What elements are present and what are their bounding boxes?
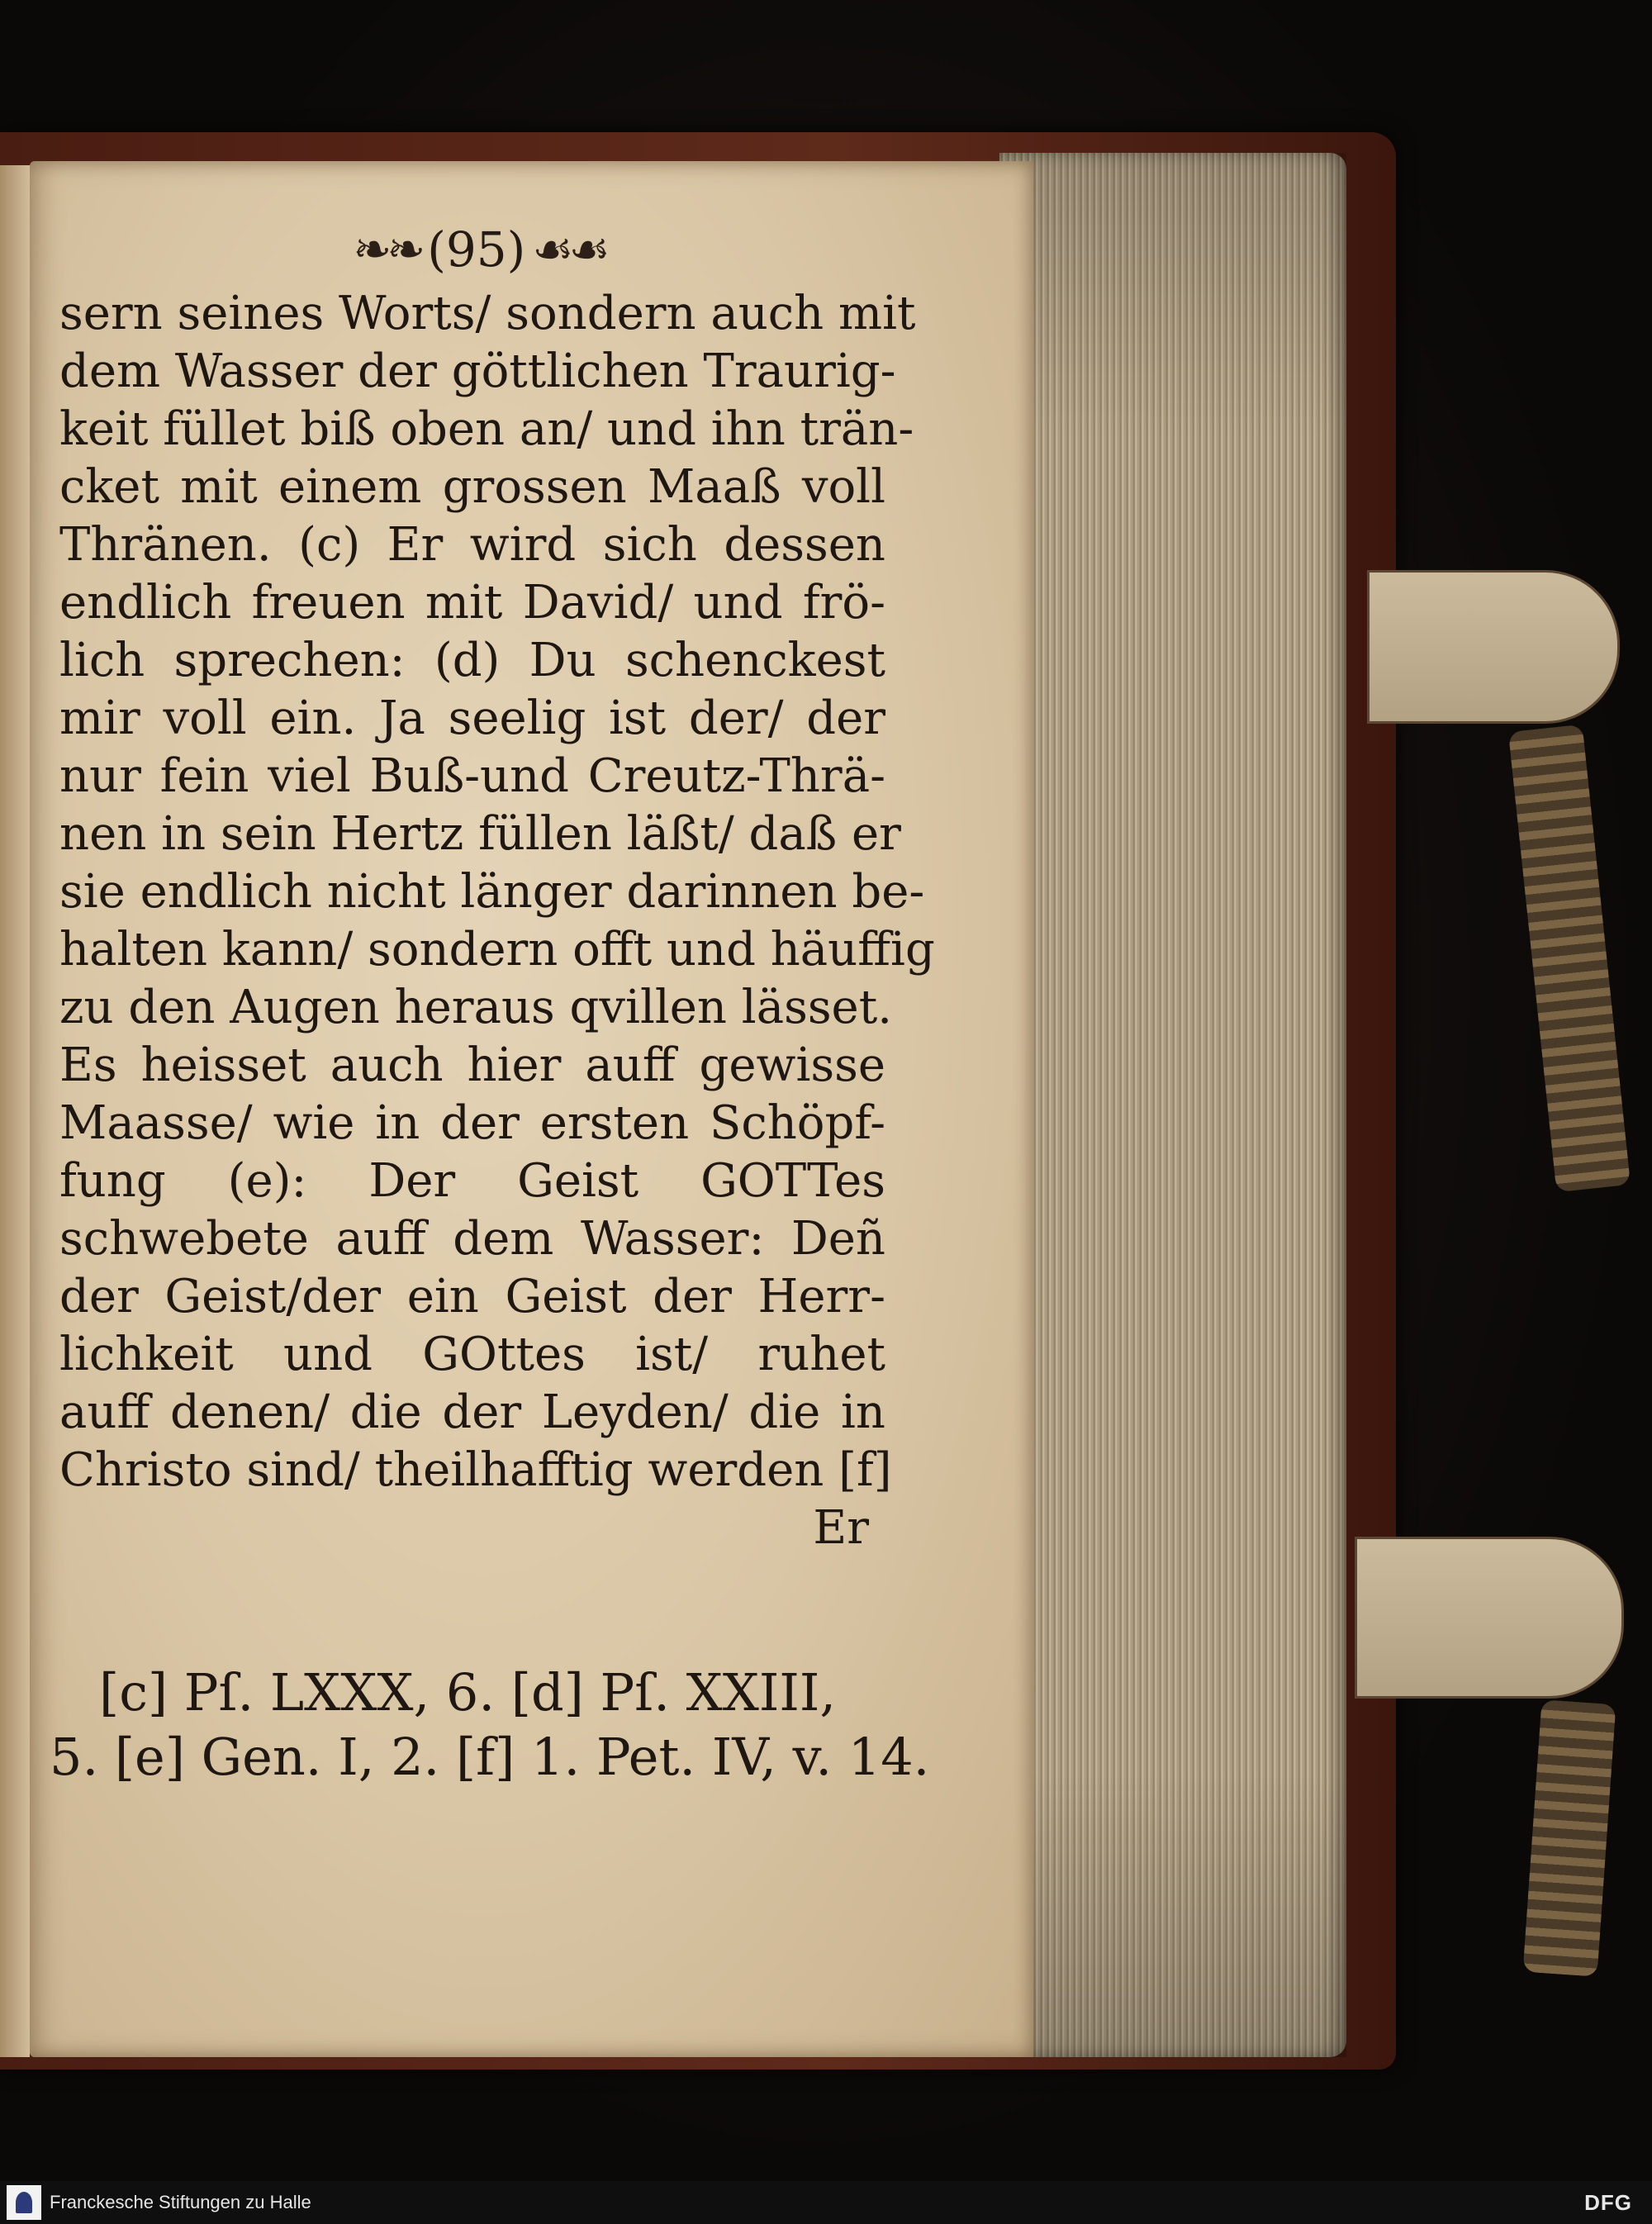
text-line: Thränen. (c) Er wird sich dessen	[59, 518, 885, 572]
previous-page-edge	[0, 165, 30, 2057]
footnotes	[50, 1661, 930, 1789]
text-line: schwebete auff dem Wasser: Deñ	[59, 1212, 885, 1266]
page-edges	[999, 153, 1346, 2057]
institution-name: Franckesche Stiftungen zu Halle	[50, 2192, 311, 2212]
text-line: endlich freuen mit David/ und frö-	[59, 576, 885, 630]
ornament-right-icon: ☙☙	[532, 222, 605, 277]
ornament-left-icon: ❧❧	[353, 222, 421, 277]
text-line: der Geist/der ein Geist der Herr-	[59, 1270, 885, 1323]
text-line: Maasse/ wie in der ersten Schöpf-	[59, 1096, 885, 1150]
catchword: Er	[813, 1501, 869, 1555]
text-line: cket mit einem grossen Maaß voll	[59, 460, 885, 514]
text-line: nen in sein Hertz füllen läßt/ daß er	[59, 807, 901, 861]
page-header	[330, 216, 628, 283]
text-line: mir voll ein. Ja seelig ist der/ der	[59, 691, 885, 745]
footnote-line: 5. [e] Gen. I, 2. [f] 1. Pet. IV, v. 14.	[50, 1727, 930, 1787]
text-line: zu den Augen heraus qvillen lässet.	[59, 981, 892, 1034]
text-line: fung (e): Der Geist GOTTes	[59, 1154, 885, 1208]
text-line: sie endlich nicht länger darinnen be-	[59, 865, 925, 919]
viewer-footer	[0, 2181, 1652, 2224]
text-line: Christo sind/ theilhafftig werden [f]	[59, 1443, 892, 1497]
text-line: nur fein viel Buß-und Creutz-Thrä-	[59, 749, 885, 803]
body-text	[59, 285, 935, 1557]
footnote-line: [c] Pſ. LXXX, 6. [d] Pſ. XXIII,	[99, 1662, 837, 1723]
lower-strap	[1355, 1537, 1624, 1699]
institution-logo-icon[interactable]	[7, 2185, 41, 2220]
text-line: dem Wasser der göttlichen Traurig-	[59, 345, 896, 398]
upper-strap	[1367, 570, 1620, 724]
text-line: sern seines Worts/ sondern auch mit	[59, 287, 916, 340]
page-number: (95)	[427, 221, 526, 278]
dfg-logo[interactable]: DFG	[1584, 2189, 1632, 2215]
text-line: keit füllet biß oben an/ und ihn trän-	[59, 402, 914, 456]
institution-credit	[0, 2185, 311, 2220]
text-line: lichkeit und GOttes ist/ ruhet	[59, 1328, 885, 1381]
text-line: auff denen/ die der Leyden/ die in	[59, 1385, 885, 1439]
text-line: lich sprechen: (d) Du schenckest	[59, 634, 885, 687]
text-line: halten kann/ sondern offt und häuffig	[59, 923, 935, 977]
text-line: Es heisset auch hier auff gewisse	[59, 1038, 885, 1092]
